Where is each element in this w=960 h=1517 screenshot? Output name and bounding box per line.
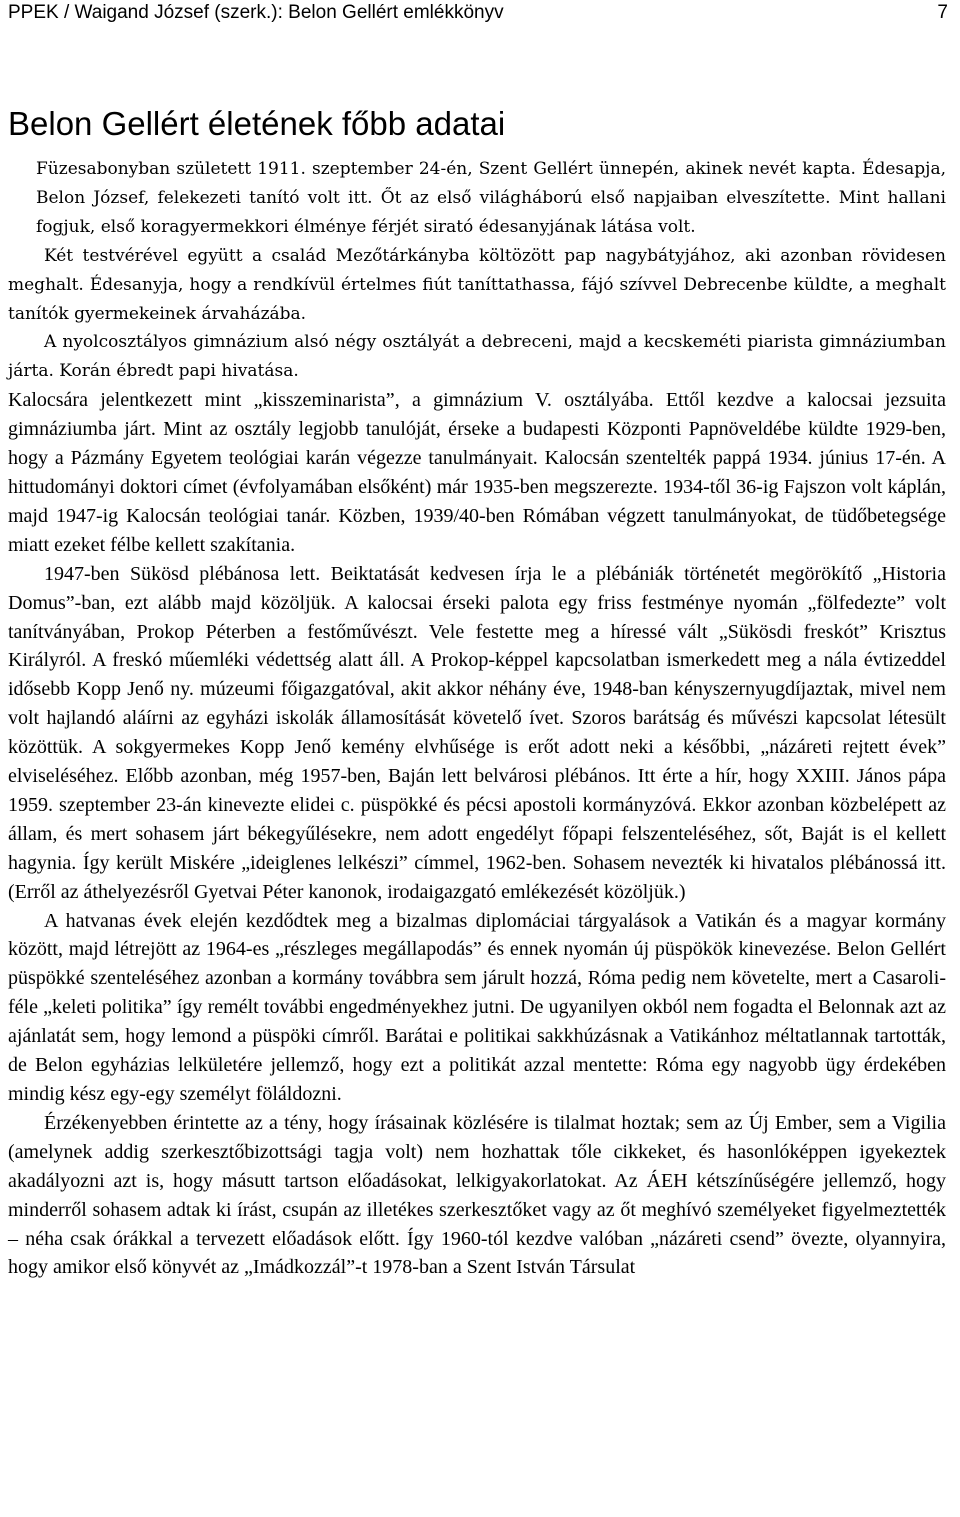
chapter-title: Belon Gellért életének főbb adatai xyxy=(8,105,506,142)
body-text xyxy=(8,155,946,1282)
paragraph-sukosd: 1947-ben Sükösd plébánosa lett. Beiktatását kedvesen írja le a plébániák történetét megörökítő „Historia Domus”-ban, ezt alább majd közöljük. A kalocsai érseki palota egy friss festménye nyomán „fölfedezte” volt tanítványában, Prokop Péterben a festőművészt. Vele festette meg a híressé vált „Sükösdi freskót” Krisztus Királyról. A freskó műemléki védettség alatt áll. A Prokop-képpel kapcsolatban ismerkedett meg a nála évtizeddel idősebb Kopp Jenő ny. múzeumi főigazgatóval, akit akkor néhány éve, 1948-ban kényszernyugdíjaztak, mivel nem volt hajlandó aláírni az egyházi iskolák államosítását követelő ívet. Szoros barátság és művészi kapcsolat létesült közöttük. A sokgyermekes Kopp Jenő kemény elvhűsége is erőt adott neki a későbbi, „názáreti rejtett évek” elviseléséhez. Előbb azonban, még 1957-ben, Baján lett belvárosi plébános. Itt érte a hír, hogy XXIII. János pápa 1959. szeptember 23-án kinevezte elidei c. püspökké és pécsi apostoli kormányzóvá. Ekkor azonban közbelépett az állam, és mert sohasem járt békegyűlésekre, nem adott engedélyt főpapi felszenteléséhez, sőt, Baját is el kellett hagynia. Így került Miskére „ideiglenes lelkészi” címmel, 1962-ben. Sohasem nevezték ki hivatalos plébánossá itt. (Erről az áthelyezésről Gyetvai Péter kanonok, irodaigazgató emlékezését közöljük.) xyxy=(8,562,946,903)
running-header xyxy=(8,2,952,24)
paragraph-silence: Érzékenyebben érintette az a tény, hogy írásainak közlésére is tilalmat hoztak; sem az Új Ember, sem a Vigilia (amelynek addig szerkesztőbizottsági tagja volt) nem hozhattak tőle cikkeket, és hasonlóképpen igyekeztek akadályozni azt is, hogy másutt tartson előadásokat, lelkigyakorlatokat. Az ÁEH kétszínűségére jellemző, hogy minderről sohasem adtak ki írást, csupán az illetékes szerkesztőket vagy az őt meghívó személyeket figyelmeztették – néha csak órákkal a tervezett előadások előtt. Így 1960-tól kezdve valóban „názáreti csend” övezte, olyannyira, hogy amikor első könyvét az „Imádkozzál”-t 1978-ban a Szent István Társulat xyxy=(8,1111,946,1279)
paragraph-schooling: A nyolcosztályos gimnázium alsó négy osztályát a debreceni, majd a kecskeméti piarista gimnáziumban járta. Korán ébredt papi hivatása. xyxy=(8,332,946,382)
paragraph-vatican: A hatvanas évek elején kezdődtek meg a bizalmas diplomáciai tárgyalások a Vatikán és a magyar kormány között, majd létrejött az 1964-es „részleges megállapodás” és ennek nyomán új püspökök kinevezése. Belon Gellért püspökké szenteléséhez azonban a kormány továbbra sem járult hozzá, Róma pedig nem követelte, mert a Casaroli-féle „keleti politika” így remélt további engedményekhez jutni. De ugyanilyen okból nem fogadta el Belonnak azt az ajánlatát sem, hogy lemond a püspöki címről. Barátai e politikai sakkhúzásnak a Vatikánhoz méltatlannak tartották, de Belon egyházias lelkületére jellemző, hogy ezt a politikát azzal mentette: Róma egy nagyobb ügy érdekében mindig kész egy-egy személyt föláldozni. xyxy=(8,909,946,1105)
paragraph-birth: Füzesabonyban született 1911. szeptember 24-én, Szent Gellért ünnepén, akinek nevét kapta. Édesapja, Belon József, felekezeti tanító volt itt. Őt az első világháború első napjaiban elveszítette. Mint hallani fogjuk, első koragyermekkori élménye férjét sirató édesanyjának látása volt. xyxy=(36,159,946,237)
page-number: 7 xyxy=(937,2,948,23)
paragraph-priesthood: Kalocsára jelentkezett mint „kisszeminarista”, a gimnázium V. osztályába. Ettől kezdve a kalocsai jezsuita gimnáziumba járt. Mint az osztály legjobb tanulóját, érseke a budapesti Központi Papnöveldébe küldte 1929-ben, hogy a Pázmány Egyetem teológiai karán végezze tanulmányait. Kalocsán szentelték pappá 1934. június 17-én. A hittudományi doktori címet (évfolyamában elsőként) már 1935-ben megszerezte. 1934-től 36-ig Fajszon volt káplán, majd 1947-ig Kalocsán teológiai tanár. Közben, 1939/40-ben Rómában végzett tanulmányokat, de tüdőbetegsége miatt ezeket félbe kellett szakítania. xyxy=(8,389,946,556)
running-title: PPEK / Waigand József (szerk.): Belon Gellért emlékkönyv xyxy=(8,2,504,23)
paragraph-childhood: Két testvérével együtt a család Mezőtárkányba költözött pap nagybátyjához, aki azonban rövidesen meghalt. Édesanyja, hogy a rendkívül értelmes fiút taníttathassa, fájó szívvel Debrecenbe küldte, a meghalt tanítók gyermekeinek árvaházába. xyxy=(8,245,946,324)
